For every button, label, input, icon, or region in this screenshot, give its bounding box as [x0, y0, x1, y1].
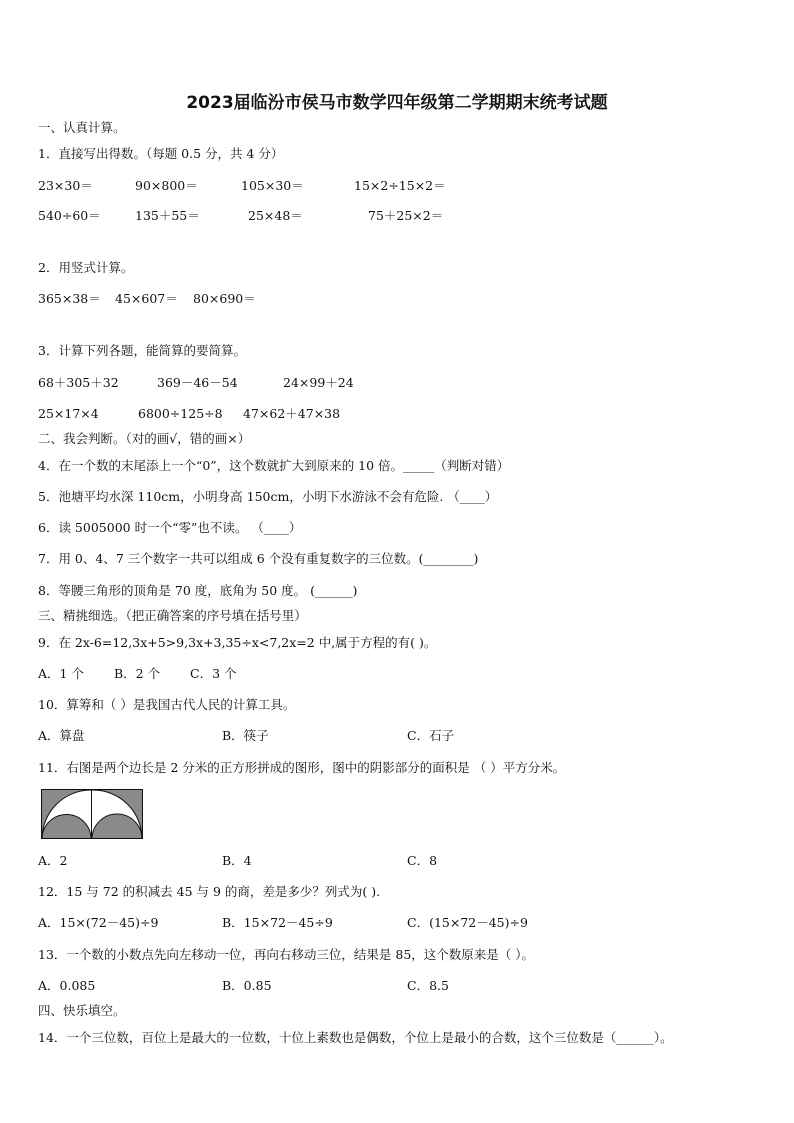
q3-item: 6800÷125÷8: [138, 406, 223, 421]
question-14: 14．一个三位数，百位上是最大的一位数，十位上素数也是偶数，个位上是最小的合数，这个三位数是（______）。: [38, 1030, 673, 1045]
q1-item: 25×48＝: [248, 208, 303, 223]
question-12-prompt: 12．15 与 72 的积减去 45 与 9 的商，差是多少？列式为( ).: [38, 884, 381, 899]
q3-item: 68＋305＋32: [38, 375, 119, 390]
q10-option-a: A．算盘: [38, 728, 85, 743]
q1-item: 540÷60＝: [38, 208, 101, 223]
q13-option-b: B．0.85: [222, 978, 272, 993]
q1-item: 75＋25×2＝: [368, 208, 444, 223]
q11-option-a: A．2: [38, 853, 68, 868]
section-heading-2: 二、我会判断。（对的画√，错的画×）: [38, 431, 251, 446]
question-2-prompt: 2．用竖式计算。: [38, 260, 134, 275]
q10-option-c: C．石子: [407, 728, 455, 743]
q9-option-a: A．1 个: [38, 666, 84, 681]
q9-option-c: C．3 个: [190, 666, 237, 681]
q11-option-b: B．4: [222, 853, 252, 868]
q1-item: 90×800＝: [135, 178, 198, 193]
q1-item: 23×30＝: [38, 178, 93, 193]
q13-option-a: A．0.085: [38, 978, 96, 993]
question-11-prompt: 11．右图是两个边长是 2 分米的正方形拼成的图形，图中的阴影部分的面积是 （ ）平方分米。: [38, 760, 566, 775]
q9-option-b: B．2 个: [114, 666, 161, 681]
q3-item: 25×17×4: [38, 406, 99, 421]
q2-item: 365×38＝: [38, 291, 101, 306]
question-6: 6．读 5005000 时一个“零”也不读。 （____）: [38, 520, 302, 535]
question-1-prompt: 1．直接写出得数。（每题 0.5 分，共 4 分）: [38, 146, 284, 161]
q2-item: 80×690＝: [193, 291, 256, 306]
question-10-prompt: 10．算筹和（ ）是我国古代人民的计算工具。: [38, 697, 296, 712]
q12-option-a: A．15×(72－45)÷9: [38, 915, 159, 930]
page-title: 2023届临汾市侯马市数学四年级第二学期期末统考试题: [186, 93, 608, 113]
q3-item: 47×62＋47×38: [243, 406, 341, 421]
q12-option-c: C．(15×72－45)÷9: [407, 915, 528, 930]
q3-item: 369－46－54: [157, 375, 238, 390]
q1-item: 135＋55＝: [135, 208, 200, 223]
q12-option-b: B．15×72－45÷9: [222, 915, 333, 930]
q1-item: 105×30＝: [241, 178, 304, 193]
question-4: 4．在一个数的末尾添上一个“0”，这个数就扩大到原来的 10 倍。_____（判断对错）: [38, 458, 510, 473]
section-heading-1: 一、认真计算。: [38, 120, 126, 135]
q3-item: 24×99＋24: [283, 375, 354, 390]
q11-option-c: C．8: [407, 853, 438, 868]
question-5: 5．池塘平均水深 110cm，小明身高 150cm，小明下水游泳不会有危险. （____）: [38, 489, 498, 504]
question-13-prompt: 13．一个数的小数点先向左移动一位，再向右移动三位，结果是 85，这个数原来是（ ）。: [38, 947, 535, 962]
shaded-squares-figure: [41, 789, 143, 839]
question-3-prompt: 3．计算下列各题，能简算的要简算。: [38, 343, 246, 358]
question-8: 8．等腰三角形的顶角是 70 度，底角为 50 度。 (______): [38, 583, 358, 598]
q10-option-b: B．筷子: [222, 728, 269, 743]
section-heading-4: 四、快乐填空。: [38, 1003, 126, 1018]
question-7: 7．用 0、4、7 三个数字一共可以组成 6 个没有重复数字的三位数。(________): [38, 551, 479, 566]
section-heading-3: 三、精挑细选。（把正确答案的序号填在括号里）: [38, 608, 307, 623]
q13-option-c: C．8.5: [407, 978, 449, 993]
q1-item: 15×2÷15×2＝: [354, 178, 446, 193]
question-9-prompt: 9．在 2x-6=12,3x+5>9,3x+3,35÷x<7,2x=2 中,属于方程的有( )。: [38, 635, 437, 650]
q2-item: 45×607＝: [115, 291, 178, 306]
